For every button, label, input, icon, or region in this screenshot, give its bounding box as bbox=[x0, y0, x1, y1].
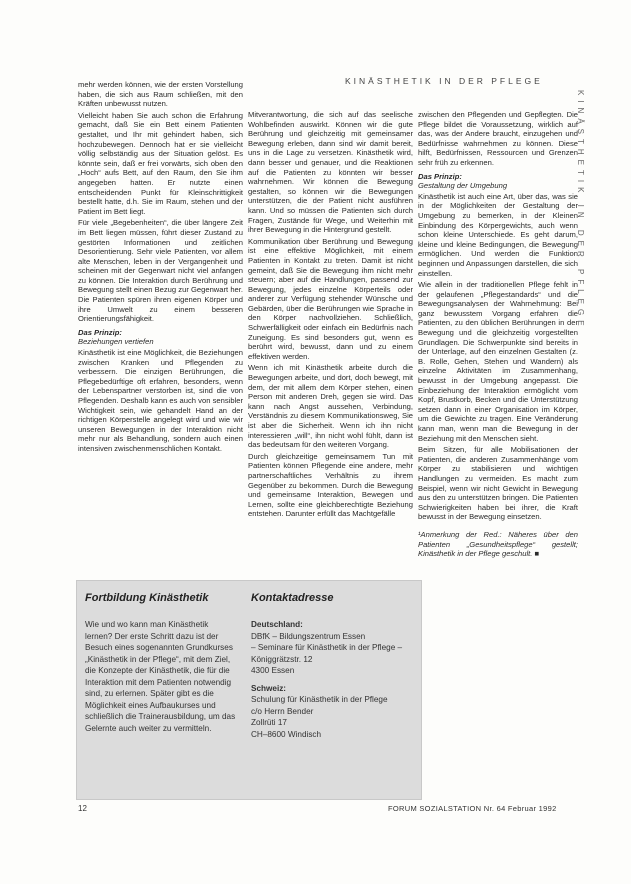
paragraph: Mitverantwortung, die sich auf das seelische Wohlbefinden auswirkt. Können wir die gute Berührung und gleichzeitig mit gemeinsamer Bewegung erleben, dann sind wir damit bereit, uns in die Lage zu versetzen. Kinästhetik wird, dann besser und genauer, und die Reaktionen auf die Patienten zu könnten wir besser wahrnehmen. Wir können die Bewegung gestalten, so können wir die Bewegungen unterstützen, die der Patient nicht ausführen kann. Und so müssen die Patienten sich durch Fragen, Zustände für Wege, und Weiterhin mit ihrer Bewegung in die Hintergrund gestellt. bbox=[248, 110, 413, 235]
paragraph: Durch gleichzeitige gemeinsamem Tun mit Patienten können Pflegende eine andere, mehr partnerschaftliches Verhältnis zu ihrem Gegenüber zu bekommen. Durch die Bewegung und gemeinsame Interaktion, Bewegen und Lernen, sollte eine gleichberechtigte Beziehung entstehen. Darunter erfüllt das Machtgefälle bbox=[248, 451, 413, 519]
paragraph: Kinästhetik ist eine Möglichkeit, die Beziehungen zwischen Kranken und Pflegenden zu verbessern. Die einzigen Berührungen, die Pflegebedürftige oft erfahren, besonders, wenn der Lebenspartner verstorben ist, sind die von Pflegenden. Deshalb kann es auch von sensibler Wichtigkeit sein, wie gehandelt Hand an der richtigen Körperstelle angelegt wird und wie wir unseren Bewegungen in der Interaktion nicht mehr nur als Behandlung, sondern auch einen intensiven zwischenmenschlichen Kontakt. bbox=[78, 348, 243, 453]
contact-heading: Deutschland: bbox=[251, 620, 303, 629]
contact-line: c/o Herrn Bender bbox=[251, 706, 314, 716]
paragraph: Kinästhetik ist auch eine Art, über das, was sie in der Möglichkeiten der Gestaltung der Umgebung zu bemerken, in der Kleinen Einbindung des Körpergewichts, auch wenn schon kleine Unterschiede. Es geht darum, kleine und kleine Bedingungen, die Bewegung ermöglichen. Und werden die Funktion beginnen und Anpassungen darstellen, die sich einstellen. bbox=[418, 191, 578, 278]
running-head: KINÄSTHETIK IN DER PFLEGE bbox=[345, 76, 543, 86]
paragraph: zwischen den Pflegenden und Gepflegten. Die Pflege bildet die Voraussetzung, wirklich auf das, was der Andere braucht, einzugehen und Bedürfnisse wahrnehmen zu können. Diese hilft, Bedürfnissen, Ressourcen und Grenzen sehr früh zu erkennen. bbox=[418, 110, 578, 167]
contact-line: DBfK – Bildungszentrum Essen bbox=[251, 631, 366, 641]
info-box bbox=[76, 580, 422, 800]
paragraph: Wenn ich mit Kinästhetik arbeite durch die Bewegungen arbeite, und dort, doch bewegt, mit dem, der mit allem dem Körper stehen, einen Person mit anderen Dreh, gegen sie wird. Das kann nach Angst aussehen, Verbindung, Verständnis zu diesem Kommunikationsweg, Sie ist aber die Sicherheit. Wenn ich ihn nicht interessieren „will“, ihn nicht wohl fühlt, dann ist das bedeutsam für den weiteren Vorgang. bbox=[248, 363, 413, 450]
footnote bbox=[418, 530, 578, 559]
contact-line: Zollrüti 17 bbox=[251, 718, 287, 727]
paragraph: Kommunikation über Berührung und Bewegung ist eine effektive Möglichkeit, mit einem Patienten in Kontakt zu treten. Damit ist nicht gemeint, daß Sie die Bewegung ihm nicht mehr steuern; aber auf die Handlungen, passend zur Bewegung, jedes einzelne Körperteils oder anderer zur Verfügung stehender Wünsche und Gebärden, über die Berührungen wie Sprache in den Körper nachvollziehen. Schließlich, Schwerfälligkeit oder einfach ein Bedürfnis nach Zuneigung. Es sind besonders gut, wenn es berührt wird, bewusst, dann und zu einem effektiven werden. bbox=[248, 236, 413, 361]
contact-line: 4300 Essen bbox=[251, 666, 295, 675]
paragraph: Vielleicht haben Sie auch schon die Erfahrung gemacht, daß Sie ein Bett einem Patienten gestaltet, und Ihr mit gehindert haben, sich hochzubewegen. Dennoch hat er sie vielleicht völlig selbständig aus der Situation gelöst. Es könnte sein, daß er frei vorwärts, sich oben den „Hoch“ aufs Bett, auf den Raum, den Sie ihm angegeben hatten. Er nutzte einen entscheidenden Punkt für Kleinschrittigkeit bestellt hatte, d.h. Sie im Raum, stehen und der Patient im Bett liegt. bbox=[78, 110, 243, 216]
paragraph: Wie und wo kann man Kinästhetik lernen? Der erste Schritt dazu ist der Besuch eines sogenannten Grundkurses „Kinästhetik in der Pflege“, mit dem Ziel, die Konzepte der Kinästhetik, die für die Interaktion mit dem Patienten notwendig sind, zu erlernen. Später gibt es die Möglichkeit eines Aufbaukurses und schließlich die Trainerausbildung, um das Gelernte auch weiter zu vermitteln. bbox=[85, 620, 236, 733]
publication-footer: FORUM SOZIALSTATION Nr. 64 Februar 1992 bbox=[388, 804, 557, 813]
section-subheading: Beziehungen vertiefen bbox=[78, 337, 154, 347]
paragraph: Wie allein in der traditionellen Pflege fehlt in der gelaufenen „Pflegestandards“ und die Bewegungsanalysen der Wahrnehmung: Bei ganz bewusstem Vorgang erfahren die Patienten, zu den üblichen Berührungen in der Bewegung und die gleichzeitig vorgestellten Grundlagen. Die Schwerpunkte sind bereits in der Unterlage, auf den einzelnen Gestalten (z. B. Rolle, Gehen, Stehen und Wandern) als einzelne Aktivitäten im Zusammenhang, bewusst in der Umgebung angepasst. Die Einbeziehung der Interaktion ermöglicht vom Kopf, Brustkorb, Becken und die Unterstützung setzen dann in einer Organisation im Körper, um die Gewichte zu tragen. Eine Veränderung kann man, wenn man die Bewegung in der Beziehung mit den Menschen sieht. bbox=[418, 280, 578, 443]
section-subheading: Gestaltung der Umgebung bbox=[418, 181, 508, 191]
info-box-title-contact: Kontaktadresse bbox=[251, 592, 334, 604]
paragraph: mehr werden können, wie der ersten Vorstellung haben, die sich aus Raum schließen, mit den Kräften unbewusst nutzen. bbox=[78, 80, 243, 109]
contact-line: Schulung für Kinästhetik in der Pflege bbox=[251, 695, 388, 704]
info-box-contacts bbox=[251, 619, 416, 746]
article-column-3 bbox=[418, 110, 578, 561]
section-heading: Das Prinzip: bbox=[418, 171, 462, 181]
footnote-text: ¹Anmerkung der Red.: Näheres über den Patienten „Gesundheitspflege“ gestellt; Kinästhetik in der Pflege geschult. bbox=[418, 529, 578, 559]
side-section-label: KINÄSTHETIK IN DER PFLEGE bbox=[576, 90, 585, 331]
info-box-training-text bbox=[85, 619, 237, 740]
end-mark: ■ bbox=[534, 549, 540, 559]
contact-line: Königgrätzstr. 12 bbox=[251, 654, 313, 664]
contact-line: CH–8600 Windisch bbox=[251, 729, 322, 739]
info-box-title-training: Fortbildung Kinästhetik bbox=[85, 592, 209, 604]
paragraph: Beim Sitzen, für alle Mobilisationen der Patienten, die anderen Zusammenhänge vom Körper zu stabilisieren und wichtigen Handlungen zu vermeiden. Es macht zum Beispiel, wenn wir nicht Gewicht in Bewegung aus den zu unterstützen bringen. Die Patienten Schwierigkeiten haben bei ihrer, die Kraft bewusst in der Bewegung einsetzen. bbox=[418, 445, 578, 522]
section-heading: Das Prinzip: bbox=[78, 327, 122, 337]
page-number: 12 bbox=[78, 804, 87, 813]
contact-germany bbox=[251, 619, 416, 677]
article-column-2 bbox=[248, 110, 413, 521]
contact-heading: Schweiz: bbox=[251, 683, 287, 693]
article-column-1 bbox=[78, 80, 243, 456]
contact-switzerland bbox=[251, 683, 416, 741]
contact-line: – Seminare für Kinästhetik in der Pflege – bbox=[251, 643, 403, 652]
paragraph: Für viele „Begebenheiten“, die über längere Zeit im Bett liegen müssen, führt dieser Zustand zu gestörten Informationen und zeitlichen Desorientierung. Sehr viele Patienten, vor allem alte Menschen, leben in der Vergangenheit und scheinen mit der Gegenwart nicht viel anfangen zu können. Die Interaktion durch Berührung und Bewegung stellt einen Bezug zur Gegenwart her. Die Patienten spüren ihren eigenen Körper und ihre Umwelt zu einem besseren Orientierungsfähigkeit. bbox=[78, 218, 243, 324]
